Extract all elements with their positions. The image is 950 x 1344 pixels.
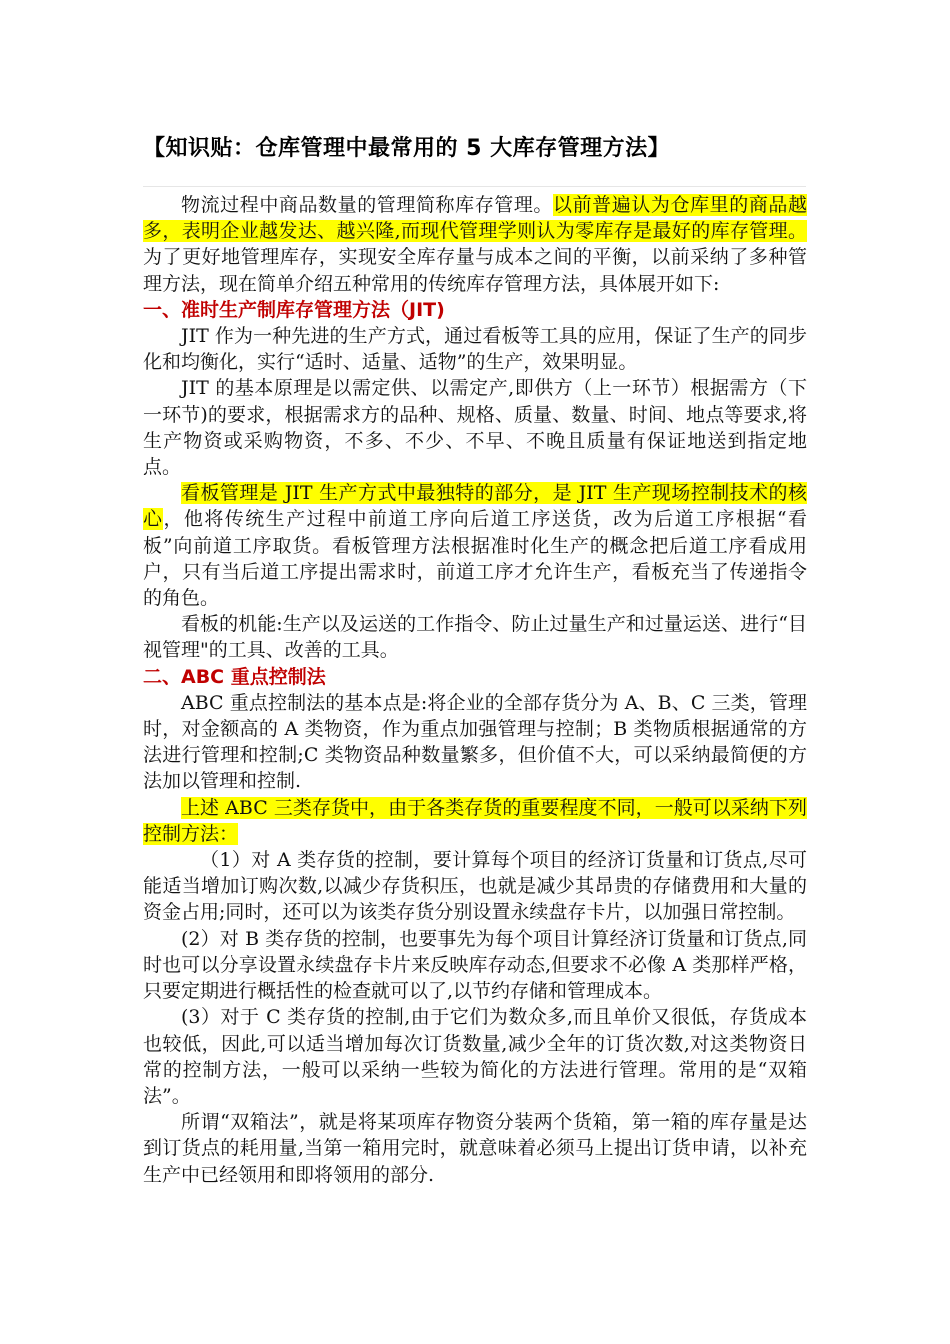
section1-paragraph-1: JIT 作为一种先进的生产方式，通过看板等工具的应用，保证了生产的同步化和均衡化，实行“适时、适量、适物”的生产，效果明显。	[143, 325, 807, 374]
section1-heading: 一、准时生产制库存管理方法（JIT)	[143, 298, 445, 321]
section1-paragraph-4: 看板的机能:生产以及运送的工作指令、防止过量生产和过量运送、进行“目视管理"的工具、改善的工具。	[143, 613, 807, 662]
section2-paragraph-3: （1）对 A 类存货的控制，要计算每个项目的经济订货量和订货点,尽可能适当增加订购次数,以减少存货积压，也就是减少其昂贵的存储费用和大量的资金占用;同时，还可以为该类存货分别设置永续盘存卡片，以加强日常控制。	[143, 849, 807, 924]
intro-highlight: 以前普遍认为仓库里的商品越多，表明企业越发达、越兴隆,而现代管理学则认为零库存是最好的库存管理。	[143, 194, 807, 243]
section2-paragraph-6: 所谓“双箱法”，就是将某项库存物资分装两个货箱，第一箱的库存量是达到订货点的耗用量,当第一箱用完时，就意味着必须马上提出订货申请，以补充生产中已经领用和即将领用的部分.	[143, 1111, 807, 1186]
section1-paragraph-3	[143, 480, 807, 611]
intro-text-a: 物流过程中商品数量的管理简称库存管理。	[181, 194, 554, 216]
section2-paragraph-1: ABC 重点控制法的基本点是:将企业的全部存货分为 A、B、C 三类，管理时，对金额高的 A 类物资，作为重点加强管理与控制；B 类物质根据通常的方法进行管理和控制;C 类物资品种数量繁多，但价值不大，可以采纳最简便的方法加以管理和控制.	[143, 691, 807, 793]
section1-paragraph-3-highlight: 看板管理是 JIT 生产方式中最独特的部分，是 JIT 生产现场控制技术的核心	[143, 482, 807, 531]
section1-paragraph-2: JIT 的基本原理是以需定供、以需定产,即供方（上一环节）根据需方（下一环节)的要求，根据需求方的品种、规格、质量、数量、时间、地点等要求,将生产物资或采购物资，不多、不少、不早、不晚且质量有保证地送到指定地点。	[143, 377, 807, 479]
section1-paragraph-3-rest: ，他将传统生产过程中前道工序向后道工序送货，改为后道工序根据“看板”向前道工序取货。看板管理方法根据准时化生产的概念把后道工序看成用户，只有当后道工序提出需求时，前道工序才允许生产，看板充当了传递指令的角色。	[143, 508, 807, 610]
intro-text-b: 为了更好地管理库存，实现安全库存量与成本之间的平衡，以前采纳了多种管理方法，现在简单介绍五种常用的传统库存管理方法，具体展开如下:	[143, 246, 807, 295]
document-body	[143, 192, 807, 1188]
section2-paragraph-5: (3）对于 C 类存货的控制,由于它们为数众多,而且单价又很低，存货成本也较低，因此,可以适当增加每次订货数量,减少全年的订货次数,对这类物资日常的控制方法，一般可以采纳一些较为简化的方法进行管理。常用的是“双箱法”。	[143, 1006, 807, 1107]
section2-heading: 二、ABC 重点控制法	[143, 665, 326, 688]
section2-paragraph-2	[143, 795, 807, 847]
document-title: 【知识贴：仓库管理中最常用的 5 大库存管理方法】	[143, 136, 671, 161]
intro-paragraph	[143, 192, 807, 297]
section2-paragraph-4: (2）对 B 类存货的控制，也要事先为每个项目计算经济订货量和订货点,同时也可以分享设置永续盘存卡片来反映库存动态,但要求不必像 A 类那样严格，只要定期进行概括性的检查就可以了,以节约存储和管理成本。	[143, 927, 807, 1003]
title-divider	[143, 186, 806, 187]
section2-paragraph-2-highlight: 上述 ABC 三类存货中，由于各类存货的重要程度不同，一般可以采纳下列控制方法：	[143, 796, 807, 845]
